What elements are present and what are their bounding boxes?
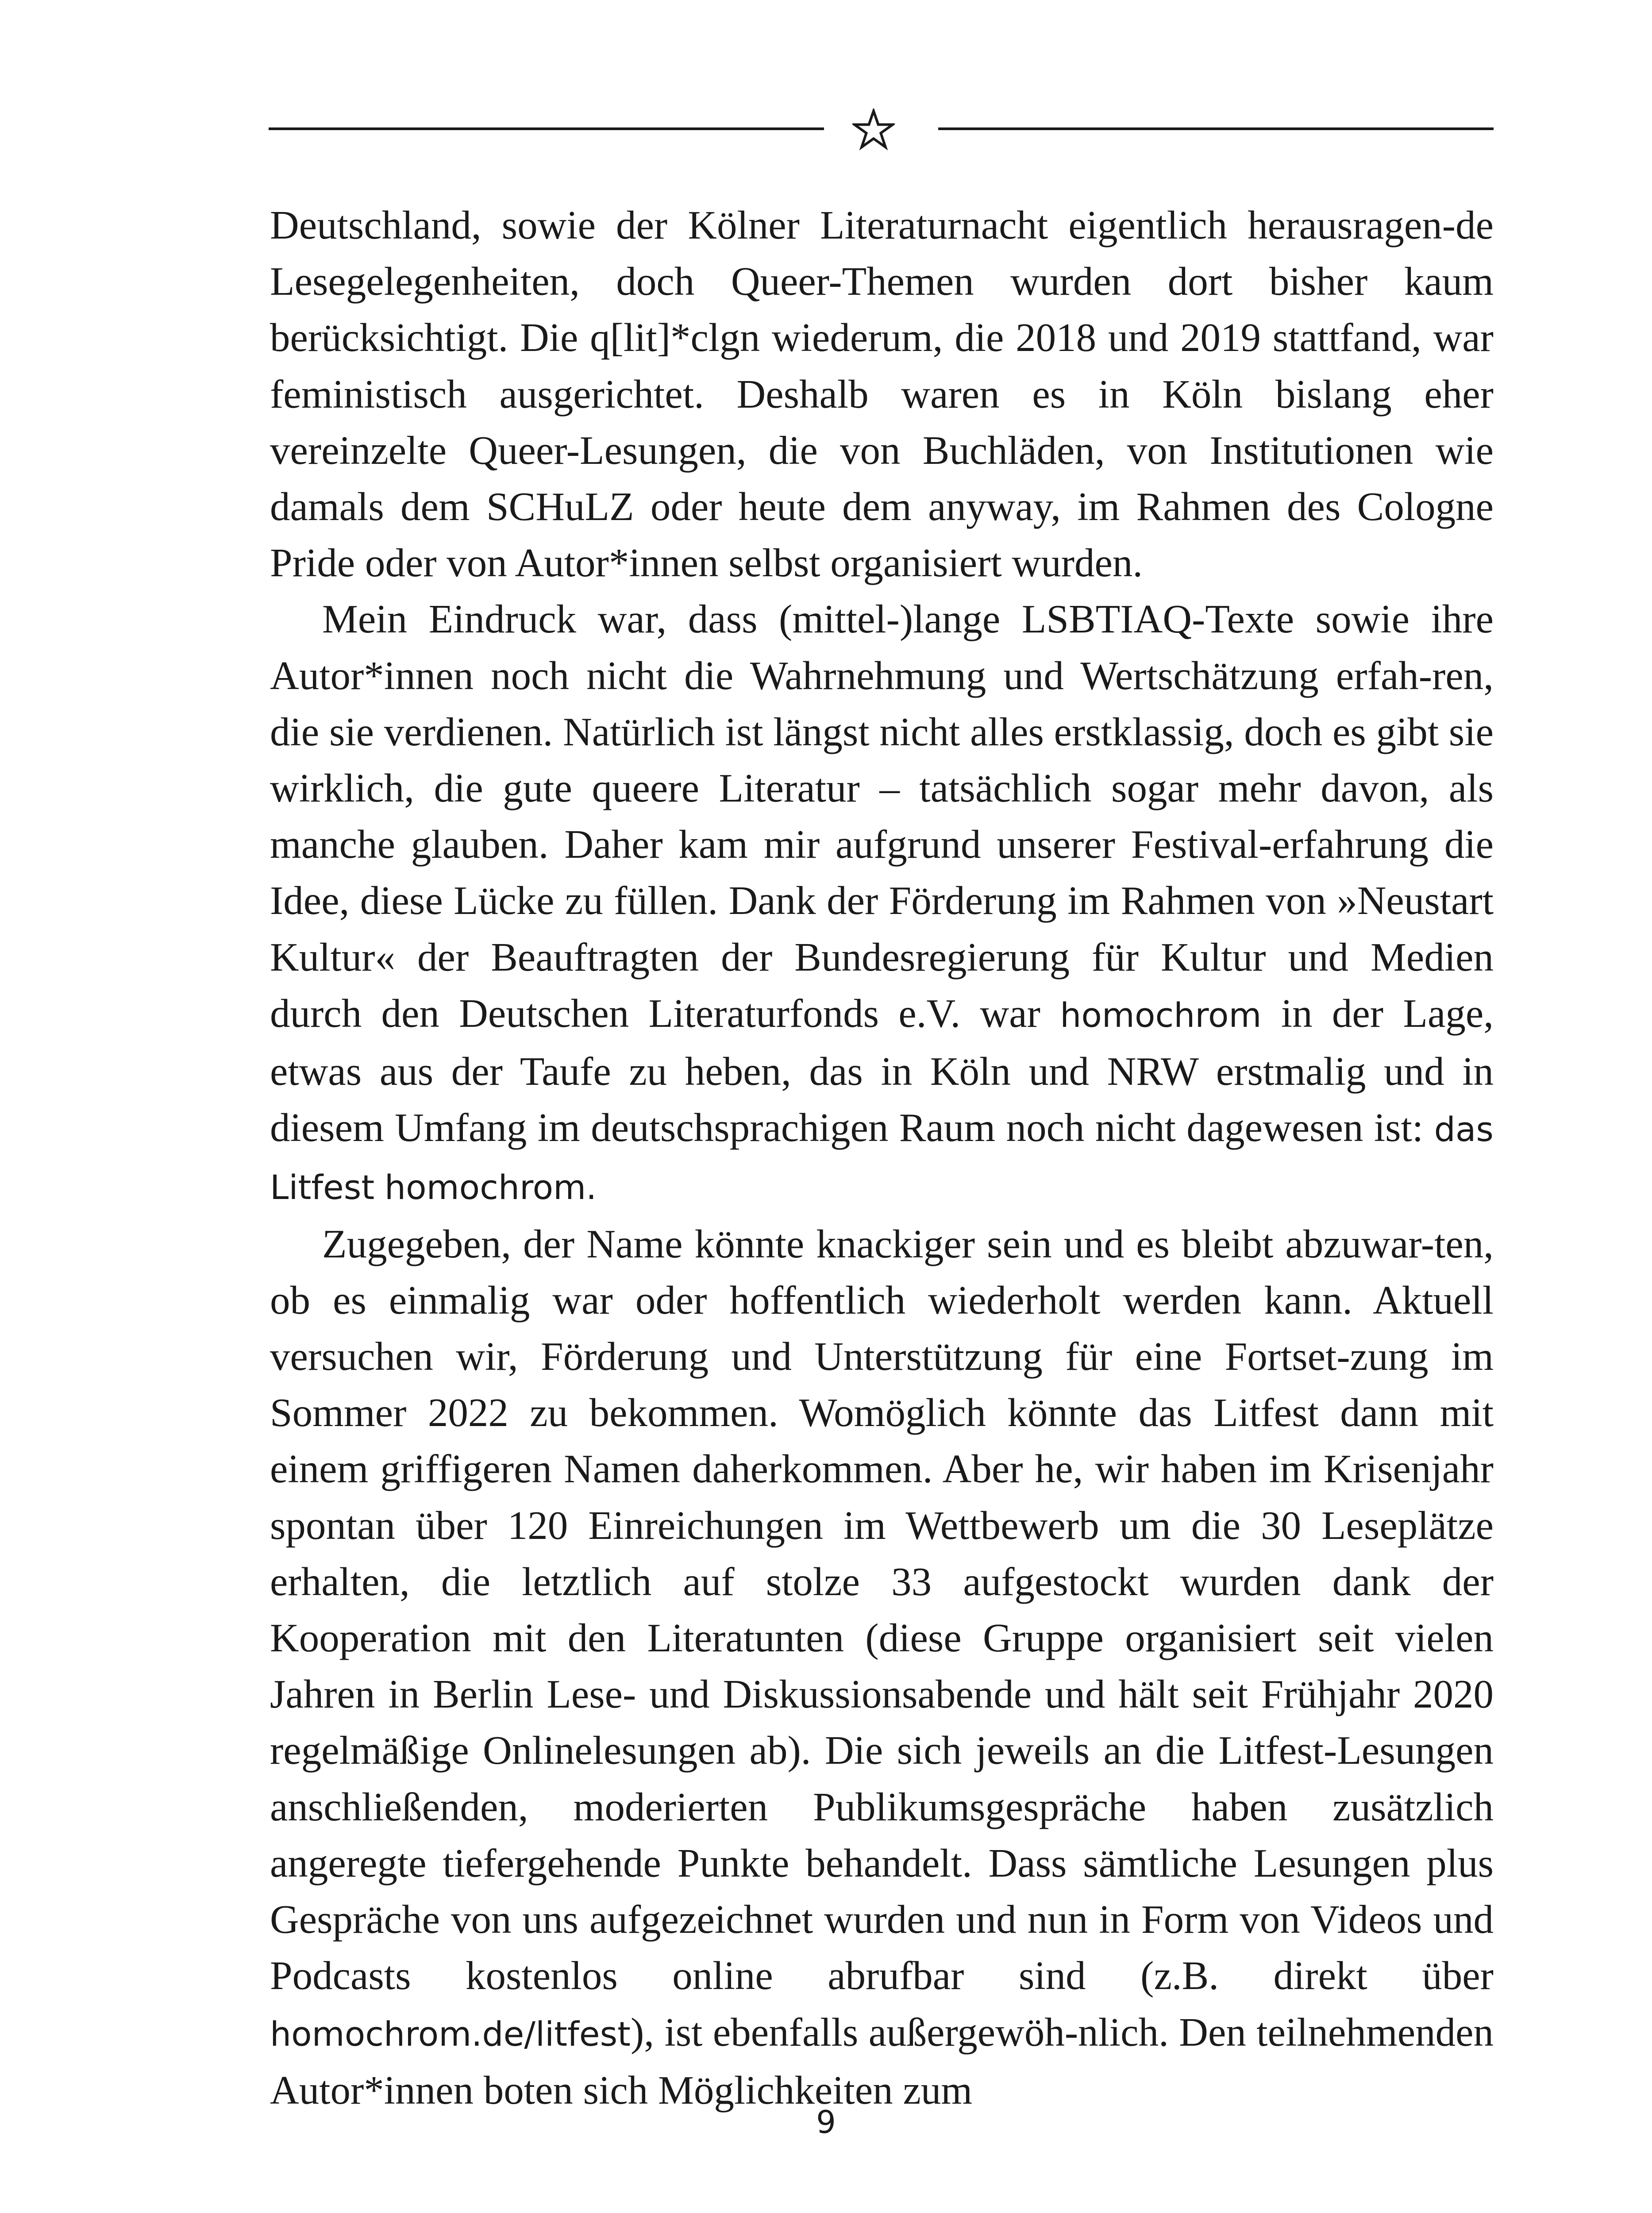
paragraph-2-text-a: Mein Eindruck war, dass (mittel-)lange LSBTIAQ-Texte sowie ihre Autor*innen noch nicht die Wahrnehmung und Wertschätzung erfah-ren, die sie verdienen. Natürlich ist längst nicht alles erstklassig, doch es gibt sie wirklich, die gute queere Literatur – tatsächlich sogar mehr davon, als manche glauben. Daher kam mir aufgrund unserer Festival-erfahrung die Idee, diese Lücke zu füllen. Dank der Förderung im Rahmen von »Neustart Kultur« der Beauftragten der Bundesregierung für Kultur und Medien durch den Deutschen Literaturfonds e.V. war [270,597,1494,1036]
body-text [270,197,1494,2118]
header-ornament [269,108,1494,157]
header-rule-right [938,127,1494,130]
paragraph-3-text-b: ), ist ebenfalls außergewöh-nlich. Den teilnehmenden Autor*innen boten sich Möglichkeiten zum [270,2009,1494,2113]
paragraph-2-text-b: in der Lage, etwas aus der Taufe zu heben, das in Köln und NRW erstmalig und in diesem Umfang im deutschsprachigen Raum noch nicht dagewesen ist: [270,991,1494,1150]
paragraph-2 [270,591,1494,1215]
star-outline-icon [852,108,895,151]
brand-name: homochrom [1060,995,1262,1035]
litfest-url: homochrom.de/litfest [270,2014,631,2054]
page-number: 9 [816,2104,836,2140]
paragraph-2-text-c: das Litfest [270,1110,1494,1207]
paragraph-3 [270,1216,1494,2118]
paragraph-3-text-a: Zugegeben, der Name könnte knackiger sein und es bleibt abzuwar-ten, ob es einmalig war oder hoffentlich wiederholt werden kann. Aktuell versuchen wir, Förderung und Unterstützung für eine Fortset-zung im Sommer 2022 zu bekommen. Womöglich könnte das Litfest dann mit einem griffigeren Namen daherkommen. Aber he, wir haben im Krisenjahr spontan über 120 Einreichungen im Wettbewerb um die 30 Leseplätze erhalten, die letztlich auf stolze 33 aufgestockt wurden dank der Kooperation mit den Literatunten (diese Gruppe organisiert seit vielen Jahren in Berlin Lese- und Diskussionsabende und hält seit Frühjahr 2020 regelmäßige Onlinelesungen ab). Die sich jeweils an die Litfest-Lesungen anschließenden, moderierten Publikumsgespräche haben zusätzlich angeregte tiefergehende Punkte behandelt. Dass sämtliche Lesungen plus Gespräche von uns aufgezeichnet wurden und nun in Form von Videos und Podcasts kostenlos online abrufbar sind (z.B. direkt über [270,1221,1494,1998]
brand-name: homochrom. [384,1168,597,1207]
header-rule-left [269,127,824,130]
paragraph-1: Deutschland, sowie der Kölner Literaturnacht eigentlich herausragen-de Lesegelegenheiten, doch Queer-Themen wurden dort bisher kaum berücksichtigt. Die q[lit]*clgn wiederum, die 2018 und 2019 stattfand, war feministisch ausgerichtet. Deshalb waren es in Köln bislang eher vereinzelte Queer-Lesungen, die von Buchläden, von Institutionen wie damals dem SCHuLZ oder heute dem anyway, im Rahmen des Cologne Pride oder von Autor*innen selbst organisiert wurden. [270,203,1494,586]
